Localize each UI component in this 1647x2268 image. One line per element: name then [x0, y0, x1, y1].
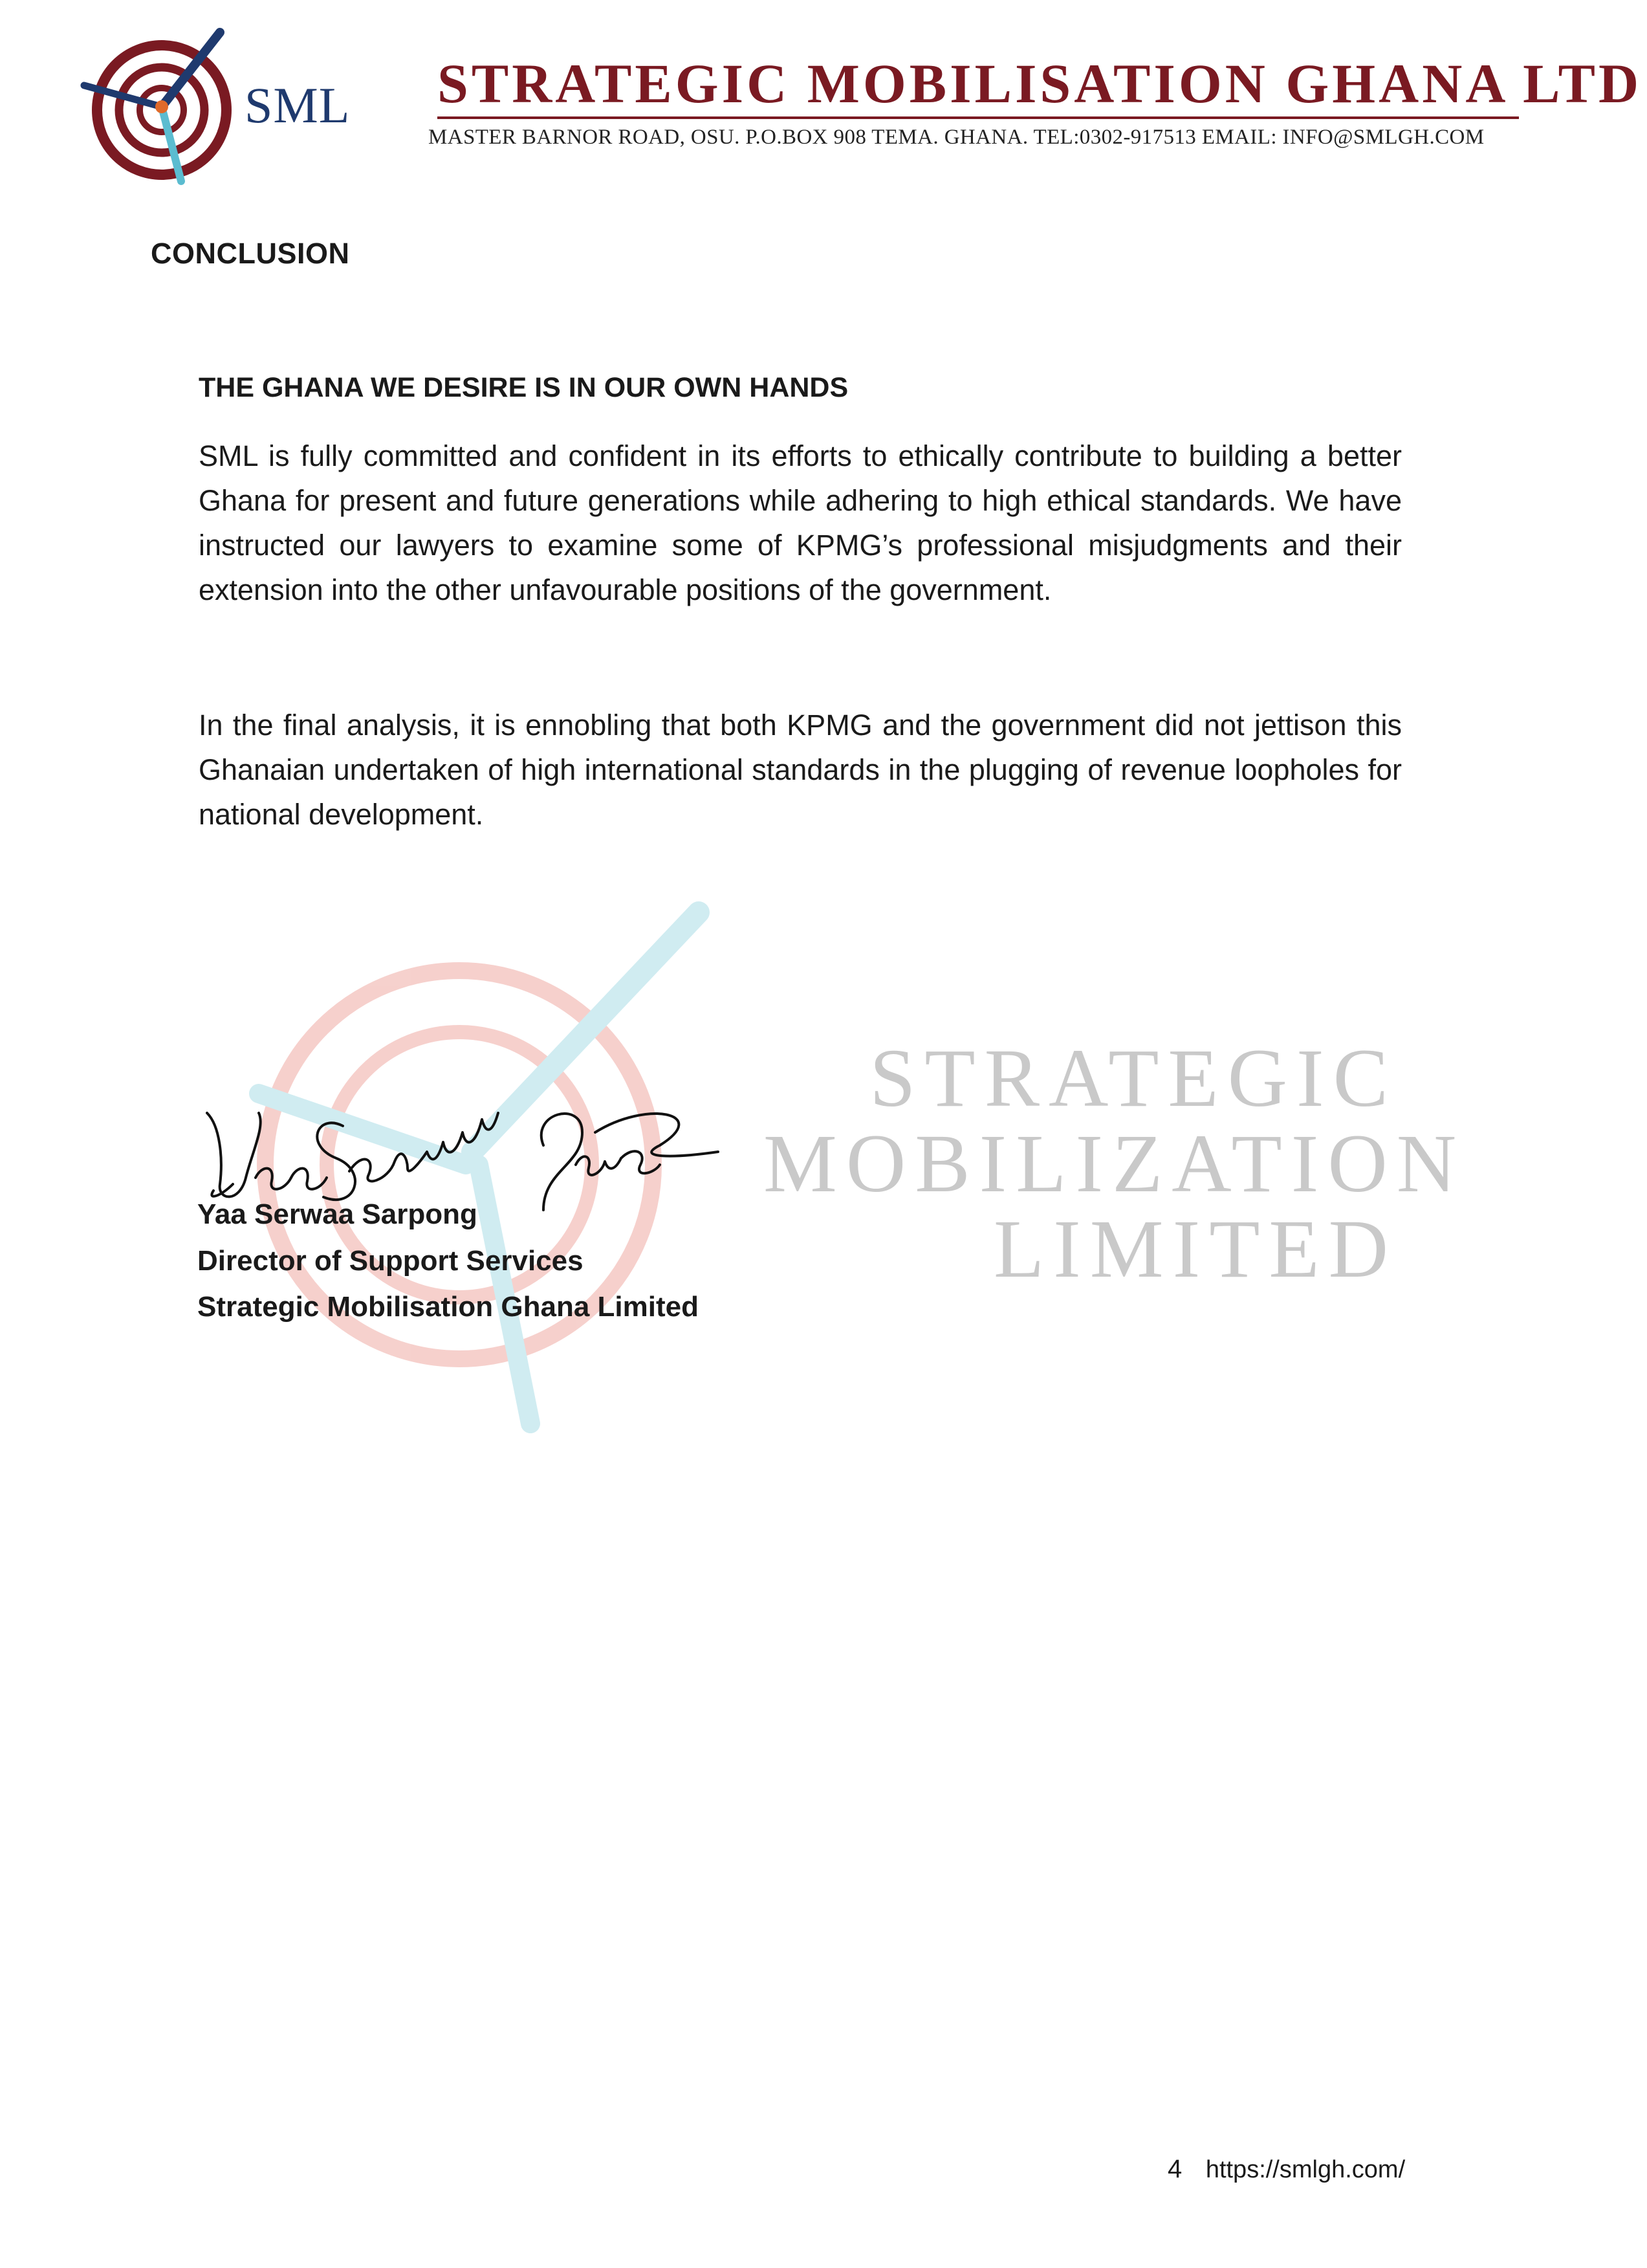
header-divider: [437, 116, 1519, 119]
logo-text: SML: [245, 77, 351, 133]
sub-heading: THE GHANA WE DESIRE IS IN OUR OWN HANDS: [199, 372, 849, 403]
paragraph: SML is fully committed and confident in its efforts to ethically contribute to building a better Ghana for present and future generations while adhering to high ethical standards. We have instructed our lawyers to examine some of KPMG’s professional misjudgments and their extension into the other unfavourable positions of the government.: [199, 439, 1402, 606]
page-number: 4: [1168, 2155, 1183, 2183]
watermark-text: [763, 1032, 1466, 1295]
section-heading: CONCLUSION: [151, 237, 350, 270]
signatory-organization: Strategic Mobilisation Ghana Limited: [197, 1291, 699, 1323]
watermark-line: LIMITED: [993, 1203, 1397, 1295]
footer-url[interactable]: https://smlgh.com/: [1205, 2156, 1406, 2183]
watermark-line: STRATEGIC: [869, 1032, 1397, 1124]
signatory-title: Director of Support Services: [197, 1245, 584, 1277]
paragraph: In the final analysis, it is ennobling that both KPMG and the government did not jettison this Ghanaian undertaken of high international standards in the plugging of revenue loopholes for national development.: [199, 709, 1402, 831]
company-address: MASTER BARNOR ROAD, OSU. P.O.BOX 908 TEMA. GHANA. TEL:0302-917513 EMAIL: INFO@SMLGH.COM: [428, 126, 1485, 149]
signatory-name: Yaa Serwaa Sarpong: [197, 1198, 477, 1230]
sml-logo-icon: [78, 26, 239, 188]
page-footer: [1168, 2155, 1405, 2184]
company-name: STRATEGIC MOBILISATION GHANA LTD: [437, 52, 1642, 115]
watermark-line: MOBILIZATION: [763, 1117, 1466, 1209]
